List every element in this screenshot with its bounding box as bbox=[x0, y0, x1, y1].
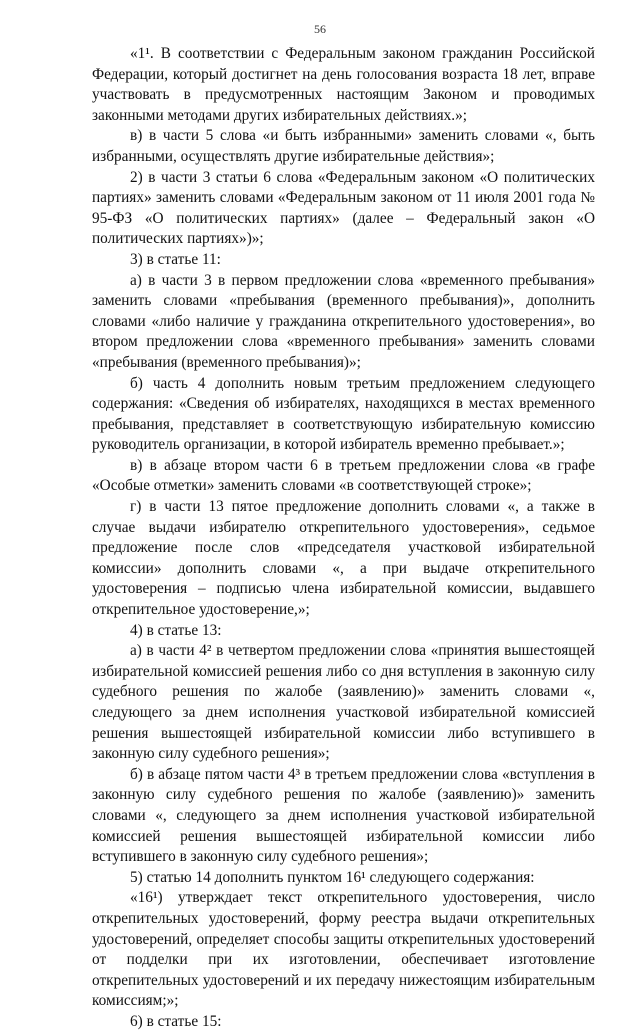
paragraph-5: а) в части 3 в первом предложении слова «временного пребывания» заменить словами «пребывания (временного пребывания)», дополнить словами «либо наличие у гражданина открепительного удостоверения», во втором предложении слова «временного пребывания» заменить словами «пребывания (временного пребывания)»; bbox=[92, 271, 595, 371]
paragraph-3: 2) в части 3 статьи 6 слова «Федеральным законом «О политических партиях» заменить словами «Федеральным законом от 11 июля 2001 года № 95-ФЗ «О политических партиях» (далее – Федеральный закон «О политических партиях»)»; bbox=[92, 168, 595, 248]
paragraph-13: «16¹) утверждает текст открепительного удостоверения, число открепительных удостоверений, форму реестра выдачи открепительных удостоверений, определяет способы защиты открепительных удостоверений от подделки при их изготовлении, обеспечивает изготовление открепительных удостоверений и их передачу нижестоящим избирательным комиссиям;»; bbox=[92, 889, 595, 1010]
paragraph-12: 5) статью 14 дополнить пунктом 16¹ следующего содержания: bbox=[130, 868, 535, 886]
paragraph-11: б) в абзаце пятом части 4³ в третьем предложении слова «вступления в законную силу судебного решения по жалобе (заявлению)» заменить словами «, следующего за днем исполнения участковой избирательной комиссией решения вышестоящей избирательной комиссии либо вступившего в законную силу судебного решения»; bbox=[92, 765, 595, 866]
document-body bbox=[92, 44, 595, 1033]
paragraph-1: «1¹. В соответствии с Федеральным законом гражданин Российской Федерации, который достигнет на день голосования возраста 18 лет, вправе участвовать в предусмотренных настоящим Законом и проводимых законными методами других избирательных действиях.»; bbox=[92, 45, 595, 124]
paragraph-10: а) в части 4² в четвертом предложении слова «принятия вышестоящей избирательной комиссией решения либо со дня вступления в законную силу судебного решения по жалобе (заявлению)» заменить словами «, следующего за днем исполнения участковой избирательной комиссией решения вышестоящей избирательной комиссии либо вступившего в законную силу судебного решения»; bbox=[92, 642, 595, 763]
paragraph-7: в) в абзаце втором части 6 в третьем предложении слова «в графе «Особые отметки» заменить словами «в соответствующей строке»; bbox=[92, 456, 595, 495]
paragraph-6: б) часть 4 дополнить новым третьим предложением следующего содержания: «Сведения об избирателях, находящихся в местах временного пребывания, представляет в соответствующую избирательную комиссию руководитель организации, в которой избиратель временно пребывает.»; bbox=[92, 374, 595, 454]
paragraph-8: г) в части 13 пятое предложение дополнить словами «, а также в случае выдачи избирателю открепительного удостоверения», седьмое предложение после слов «председателя участковой избирательной комиссии» дополнить словами «, а при выдаче открепительного удостоверения – подписью члена избирательной комиссии, выдавшего открепительное удостоверение,»; bbox=[92, 498, 595, 619]
paragraph-2: в) в части 5 слова «и быть избранными» заменить словами «, быть избранными, осуществлять другие избирательные действия»; bbox=[92, 127, 595, 165]
paragraph-9: 4) в статье 13: bbox=[130, 621, 222, 639]
paragraph-4: 3) в статье 11: bbox=[130, 250, 221, 268]
paragraph-14: 6) в статье 15: bbox=[130, 1012, 222, 1030]
page-number: 56 bbox=[314, 22, 326, 36]
